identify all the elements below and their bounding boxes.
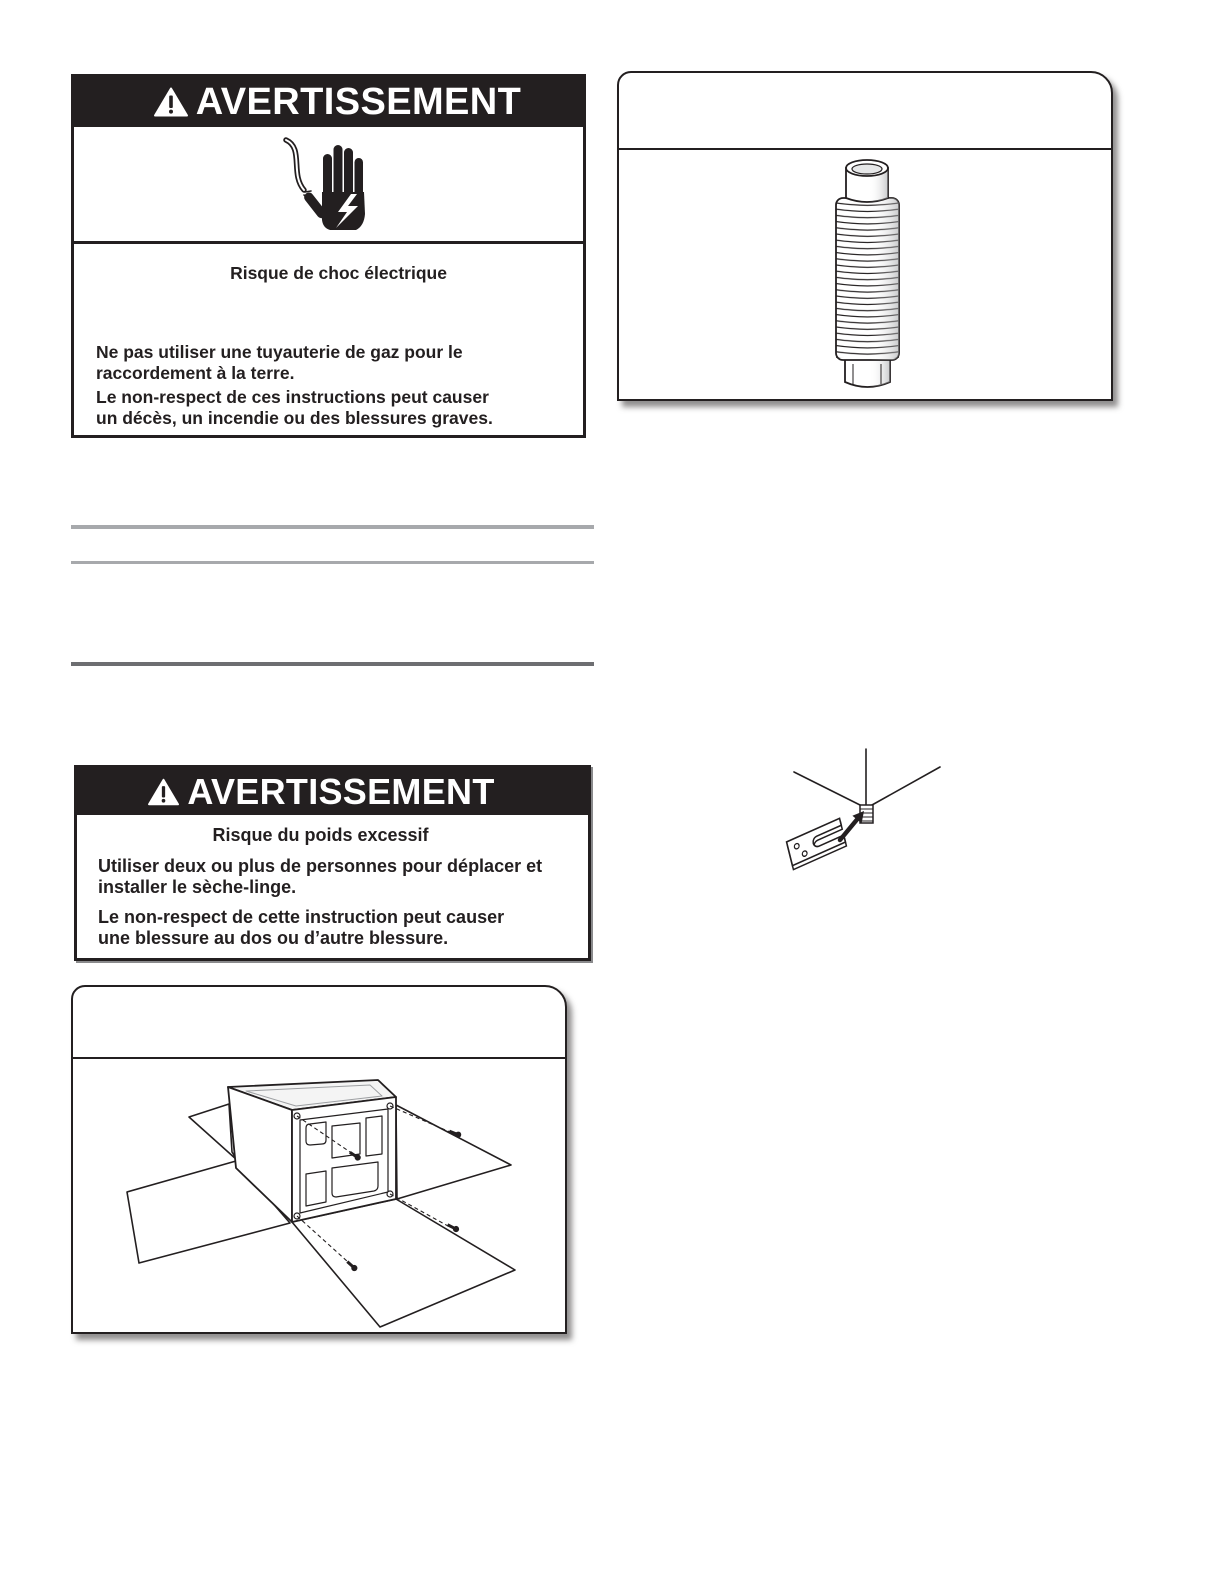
electric-shock-icon [276, 136, 371, 236]
dryer-on-carton-illustration [120, 1070, 520, 1330]
section-rule [71, 662, 594, 666]
hand-shape [302, 145, 365, 230]
cabinet-corner-lines [794, 749, 940, 805]
section-rule [71, 561, 594, 564]
warning-box-excessive-weight [74, 765, 591, 961]
warning-text-line: un décès, un incendie ou des blessures graves. [96, 408, 493, 428]
warning-box-electric-shock [71, 74, 586, 438]
warning-text-line: Utiliser deux ou plus de personnes pour déplacer et [98, 856, 543, 876]
hose-corrugated-body [836, 198, 899, 360]
warning-title: AVERTISSEMENT [187, 770, 495, 812]
power-cord [286, 140, 311, 199]
warning-risk-title: Risque du poids excessif [212, 825, 429, 845]
leveling-leg-illustration [780, 745, 945, 865]
figure-header-divider [73, 1057, 565, 1059]
warning-text-line: Le non-respect de cette instruction peut causer [98, 907, 505, 927]
warning-text-line: raccordement à la terre. [96, 363, 295, 383]
vent-hose-illustration [826, 152, 910, 392]
mounting-bracket [787, 818, 847, 869]
warning-risk-title: Risque de choc électrique [230, 263, 447, 283]
hose-top-collar [846, 160, 888, 202]
warning-title: AVERTISSEMENT [195, 81, 522, 123]
warning-triangle-icon [154, 87, 188, 117]
warning-header [77, 768, 588, 815]
warning-text-line: installer le sèche-linge. [98, 877, 297, 897]
section-rule [71, 525, 594, 529]
figure-header-divider [619, 148, 1111, 150]
warning-text-line: Ne pas utiliser une tuyauterie de gaz pour le [96, 342, 463, 362]
figure-box-vent-hose [617, 71, 1113, 401]
warning-header [74, 77, 583, 127]
warning-triangle-icon [148, 778, 179, 806]
arrow-icon [840, 811, 864, 840]
figure-box-dryer-on-carton [71, 985, 567, 1334]
warning-text-line: une blessure au dos ou d’autre blessure. [98, 928, 449, 948]
warning-text-line: Le non-respect de ces instructions peut causer [96, 387, 489, 407]
